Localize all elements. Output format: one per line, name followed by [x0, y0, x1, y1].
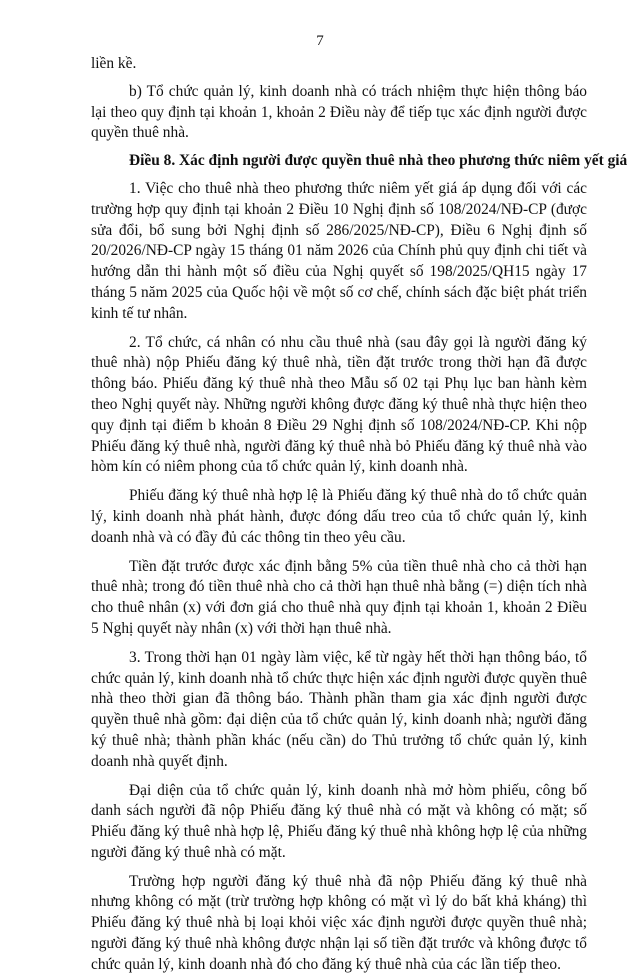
paragraph-clause-2: 2. Tổ chức, cá nhân có nhu cầu thuê nhà (sau đây gọi là người đăng ký thuê nhà) nộp Phiếu đăng ký thuê nhà, tiền đặt trước trong thời hạn đã được thông báo. Phiếu đăng ký thuê nhà theo Mẫu số 02 tại Phụ lục ban hành kèm theo Nghị quyết này. Những người không được đăng ký thuê nhà thực hiện theo quy định tại điểm b khoản 8 Điều 29 Nghị định số 108/2024/NĐ-CP. Khi nộp Phiếu đăng ký thuê nhà, người đăng ký thuê nhà bỏ Phiếu đăng ký thuê nhà vào hòm kín có niêm phong của tổ chức quản lý, kinh doanh nhà.	[91, 333, 587, 476]
paragraph-absent-case: Trường hợp người đăng ký thuê nhà đã nộp Phiếu đăng ký thuê nhà nhưng không có mặt (trừ trường hợp không có mặt vì lý do bất khả kháng) thì Phiếu đăng ký thuê nhà bị loại khỏi việc xác định người được quyền thuê nhà; người đăng ký thuê nhà không được nhận lại số tiền đặt trước và không được tổ chức quản lý, kinh doanh nhà đó cho đăng ký thuê nhà của các lần tiếp theo.	[91, 872, 587, 973]
paragraph-clause-1: 1. Việc cho thuê nhà theo phương thức niêm yết giá áp dụng đối với các trường hợp quy định tại khoản 2 Điều 10 Nghị định số 108/2024/NĐ-CP (được sửa đổi, bổ sung bởi Nghị định số 286/2025/NĐ-CP), Điều 6 Nghị định số 20/2026/NĐ-CP ngày 15 tháng 01 năm 2026 của Chính phủ quy định chi tiết và hướng dẫn thi hành một số điều của Nghị quyết số 198/2025/QH15 ngày 17 tháng 5 năm 2025 của Quốc hội về một số cơ chế, chính sách đặc biệt phát triển kinh tế tư nhân.	[91, 179, 587, 322]
document-body	[91, 54, 628, 976]
paragraph-item-b: b) Tổ chức quản lý, kinh doanh nhà có trách nhiệm thực hiện thông báo lại theo quy định tại khoản 1, khoản 2 Điều này để tiếp tục xác định người được quyền thuê nhà.	[91, 82, 587, 142]
article-label: Điều 8.	[129, 152, 176, 170]
paragraph-deposit: Tiền đặt trước được xác định bằng 5% của tiền thuê nhà cho cả thời hạn thuê nhà; trong đó tiền thuê nhà cho cả thời hạn thuê nhà bằng (=) diện tích nhà cho thuê nhân (x) với đơn giá cho thuê nhà quy định tại khoản 1, khoản 2 Điều 5 Nghị quyết này nhân (x) với thời hạn thuê nhà.	[91, 557, 587, 637]
page-number: 7	[316, 33, 324, 49]
paragraph-continuation: liền kề.	[91, 55, 137, 72]
paragraph-ballot-opening: Đại diện của tổ chức quản lý, kinh doanh nhà mở hòm phiếu, công bố danh sách người đã nộp Phiếu đăng ký thuê nhà có mặt và không có mặt; số Phiếu đăng ký thuê nhà hợp lệ, Phiếu đăng ký thuê nhà không hợp lệ của những người đăng ký thuê nhà có mặt.	[91, 781, 587, 861]
article-title: Xác định người được quyền thuê nhà theo phương thức niêm yết giá	[179, 152, 628, 170]
paragraph-clause-3: 3. Trong thời hạn 01 ngày làm việc, kể từ ngày hết thời hạn thông báo, tổ chức quản lý, kinh doanh nhà tổ chức thực hiện xác định người được quyền thuê nhà theo thời gian đã thông báo. Thành phần tham gia xác định người được quyền thuê nhà gồm: đại diện của tổ chức quản lý, kinh doanh nhà; người đăng ký thuê nhà; thành phần khác (nếu cần) do Thủ trưởng tổ chức quản lý, kinh doanh nhà quyết định.	[91, 648, 587, 770]
paragraph-valid-form: Phiếu đăng ký thuê nhà hợp lệ là Phiếu đăng ký thuê nhà do tổ chức quản lý, kinh doanh nhà phát hành, được đóng dấu treo của tổ chức quản lý, kinh doanh nhà và có đầy đủ các thông tin theo yêu cầu.	[91, 487, 587, 546]
article-heading	[91, 151, 628, 172]
